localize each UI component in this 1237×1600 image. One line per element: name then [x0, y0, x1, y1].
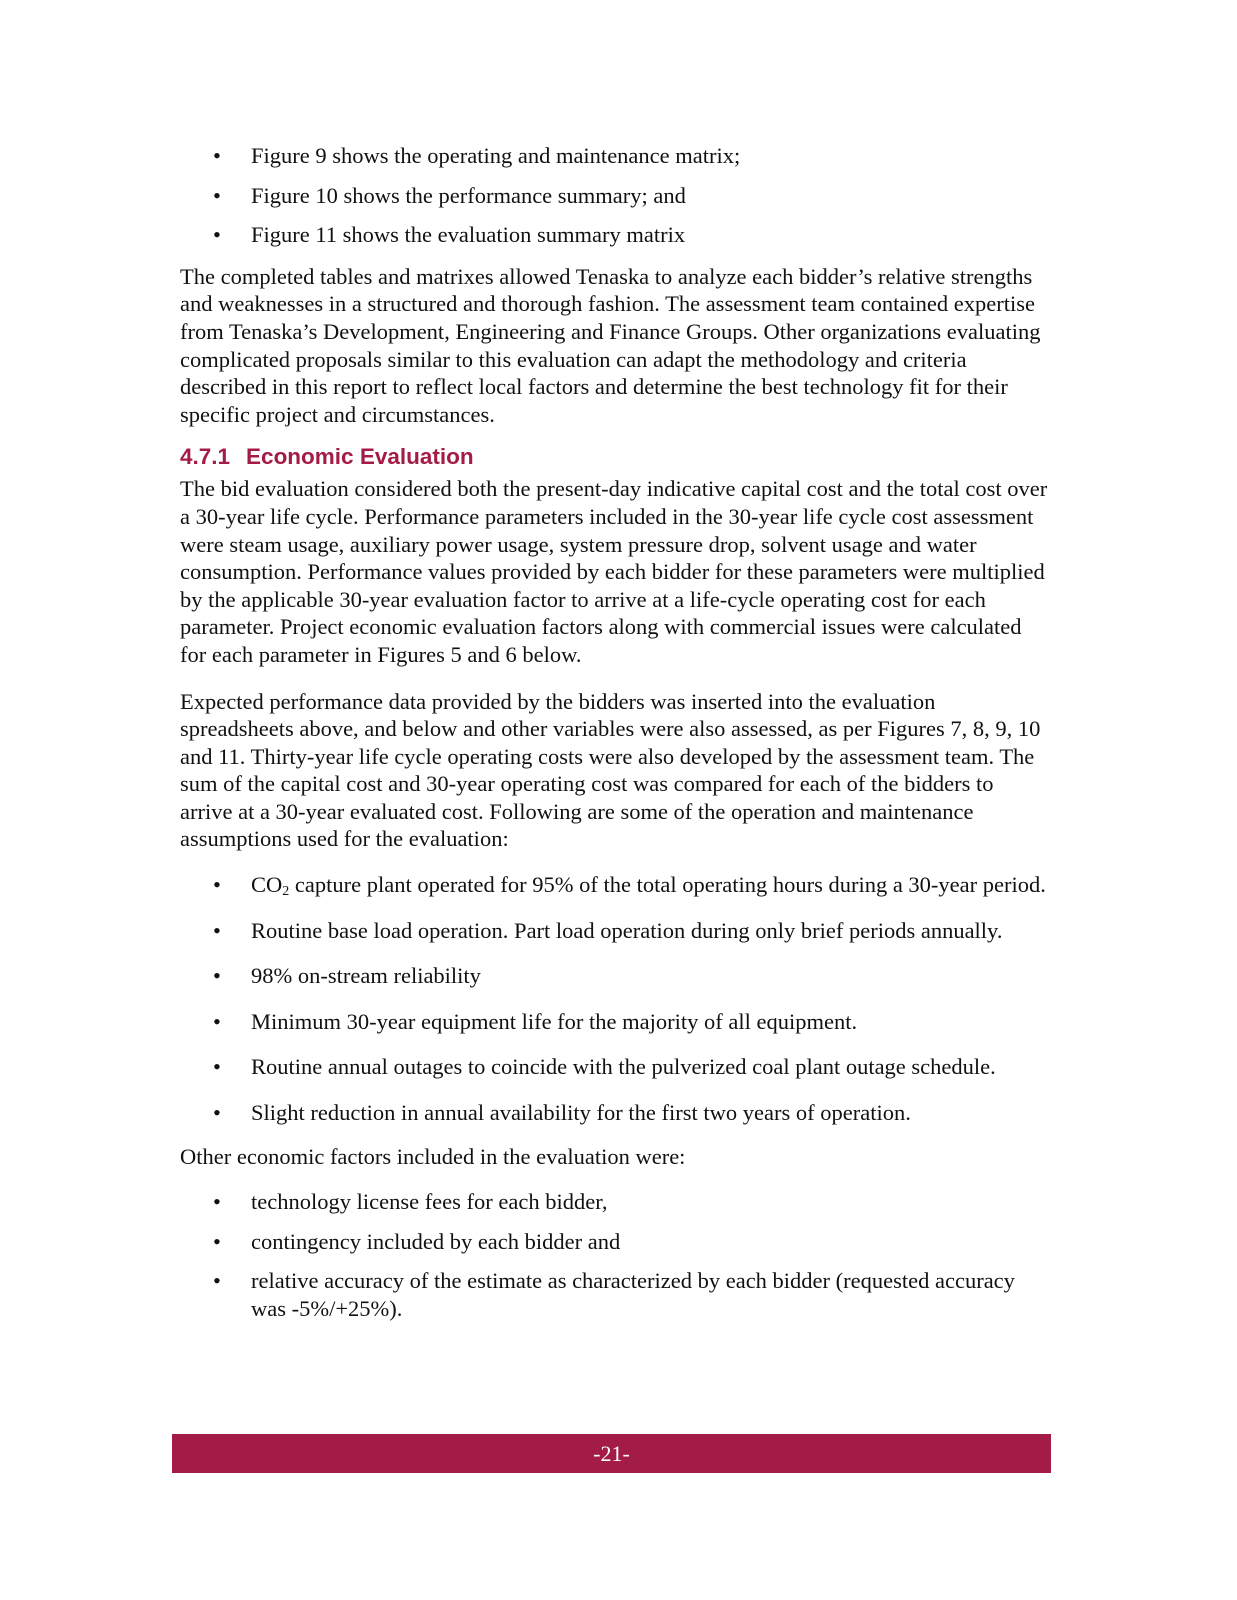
paragraph-completed-tables: The completed tables and matrixes allowed Tenaska to analyze each bidder’s relative strengths and weaknesses in a structured and thorough fashion. The assessment team contained expertise from Tenaska’s Development, Engineering and Finance Groups. Other organizations evaluating complicated proposals similar to this evaluation can adapt the methodology and criteria described in this report to reflect local factors and determine the best technology fit for their specific project and circumstances. — [180, 263, 1041, 427]
co2-label: CO — [251, 872, 283, 898]
paragraph-bid-evaluation: The bid evaluation considered both the present-day indicative capital cost and the total cost over a 30-year life cycle. Performance parameters included in the 30-year life cycle cost assessment were steam usage, auxiliary power usage, system pressure drop, solvent usage and water consumption. Performance values provided by each bidder for these parameters were multiplied by the applicable 30-year evaluation factor to arrive at a life-cycle operating cost for each parameter. Project economic evaluation factors along with commercial issues were calculated for each parameter in Figures 5 and 6 below. — [180, 476, 1048, 667]
list-item — [180, 871, 1050, 899]
co2-subscript: 2 — [282, 884, 290, 900]
assumptions-list — [180, 871, 1050, 1127]
paragraph-expected-performance: Expected performance data provided by the bidders was inserted into the evaluation spreadsheets above, and below and other variables were also assessed, as per Figures 7, 8, 9, 10 and 11. Thirty-year life cycle operating costs were also developed by the assessment team. The sum of the capital cost and 30-year operating cost was compared for each of the bidders to arrive at a 30-year evaluated cost. Following are some of the operation and maintenance assumptions used for the evaluation: — [180, 688, 1041, 852]
list-item: • Figure 10 shows the performance summary; and — [180, 182, 1050, 210]
list-item: • Minimum 30-year equipment life for the majority of all equipment. — [180, 1008, 1050, 1036]
list-item: • contingency included by each bidder and — [180, 1228, 1050, 1256]
section-number: 4.7.1 — [180, 444, 231, 470]
economic-factors-list — [180, 1188, 1050, 1322]
list-item: • Figure 9 shows the operating and maintenance matrix; — [180, 142, 1050, 170]
section-heading — [180, 443, 1050, 471]
list-item: • technology license fees for each bidder, — [180, 1188, 1050, 1216]
page-footer — [172, 1434, 1051, 1473]
list-item: • Routine annual outages to coincide with the pulverized coal plant outage schedule. — [180, 1053, 1050, 1081]
list-item: • relative accuracy of the estimate as characterized by each bidder (requested accuracy was -5%/+25%). — [180, 1267, 1050, 1322]
figure-list — [180, 142, 1050, 249]
page-content — [180, 142, 1050, 1323]
co2-assumption-text: capture plant operated for 95% of the total operating hours during a 30-year period. — [289, 872, 1046, 898]
section-title: Economic Evaluation — [246, 444, 474, 470]
paragraph-other-factors: Other economic factors included in the evaluation were: — [180, 1143, 686, 1169]
page-number: -21- — [593, 1441, 630, 1466]
list-item: • Figure 11 shows the evaluation summary matrix — [180, 221, 1050, 249]
list-item: • Routine base load operation. Part load operation during only brief periods annually. — [180, 917, 1050, 945]
list-item: • Slight reduction in annual availability for the first two years of operation. — [180, 1099, 1050, 1127]
list-item: • 98% on-stream reliability — [180, 962, 1050, 990]
